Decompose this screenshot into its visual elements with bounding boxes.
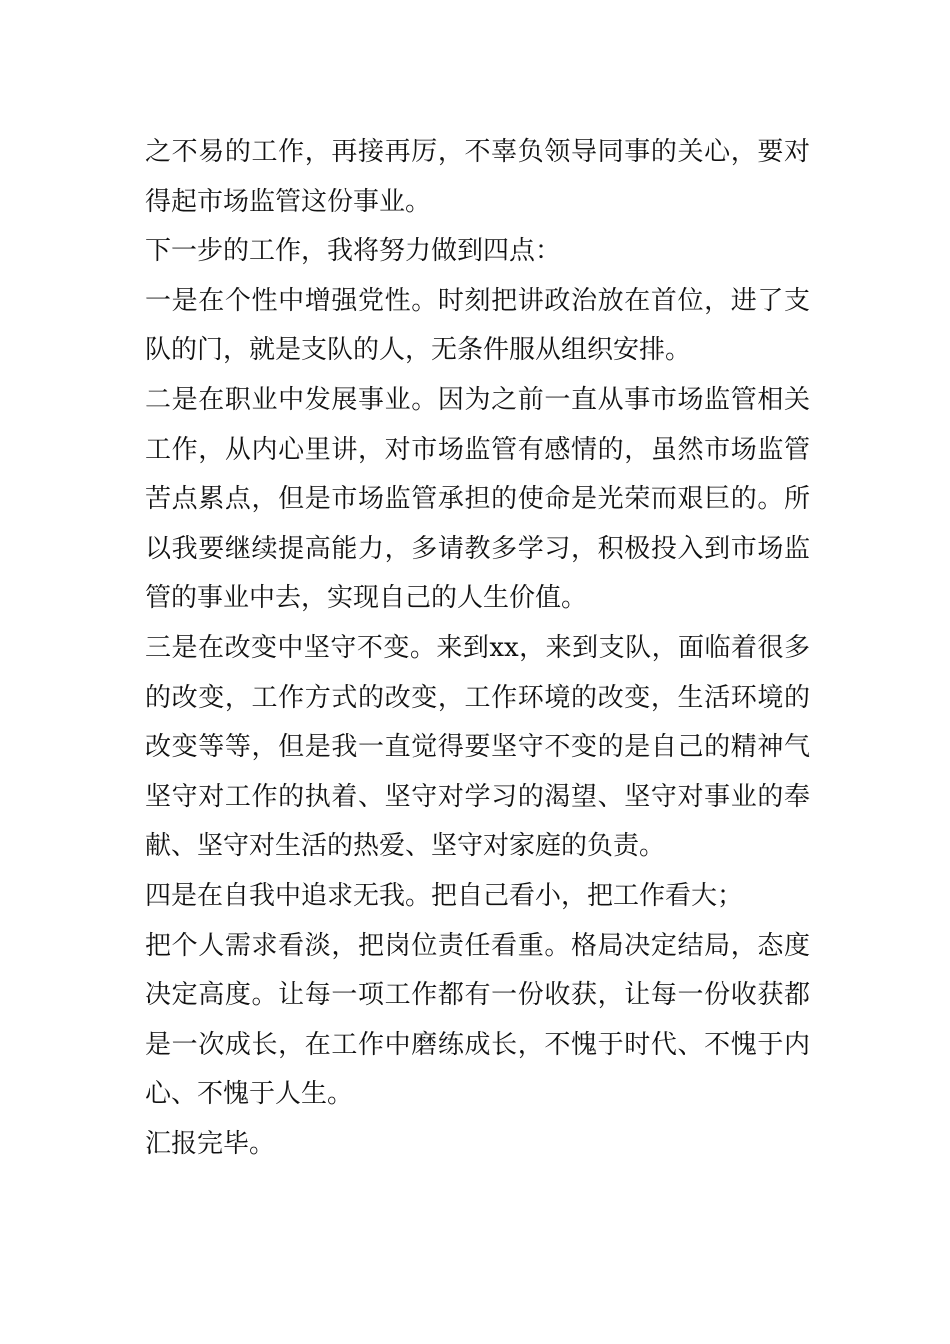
paragraph-point-three: 三是在改变中坚守不变。来到xx，来到支队，面临着很多的改变，工作方式的改变，工作环境的改变，生活环境的改变等等，但是我一直觉得要坚守不变的是自己的精神气坚守对工作的执着、坚守对学习的渴望、坚守对事业的奉献、坚守对生活的热爱、坚守对家庭的负责。 [145,632,810,862]
paragraph-point-four-continued: 把个人需求看淡，把岗位责任看重。格局决定结局，态度决定高度。让每一项工作都有一份收获，让每一份收获都是一次成长，在工作中磨练成长，不愧于时代、不愧于内心、不愧于人生。 [145,930,810,1110]
document-body [145,128,810,1169]
paragraph-point-four: 四是在自我中追求无我。把自己看小，把工作看大； [145,880,744,911]
paragraph-point-one: 一是在个性中增强党性。时刻把讲政治放在首位，进了支队的门，就是支队的人，无条件服从组织安排。 [145,285,810,366]
paragraph-continuation: 之不易的工作，再接再厉，不辜负领导同事的关心，要对得起市场监管这份事业。 [145,137,810,217]
paragraph-closing: 汇报完毕。 [145,1128,276,1159]
paragraph-point-two: 二是在职业中发展事业。因为之前一直从事市场监管相关工作，从内心里讲，对市场监管有感情的，虽然市场监管苦点累点，但是市场监管承担的使命是光荣而艰巨的。所以我要继续提高能力，多请教多学习，积极投入到市场监管的事业中去，实现自己的人生价值。 [145,384,810,614]
paragraph-next-steps-intro: 下一步的工作，我将努力做到四点： [145,236,562,267]
